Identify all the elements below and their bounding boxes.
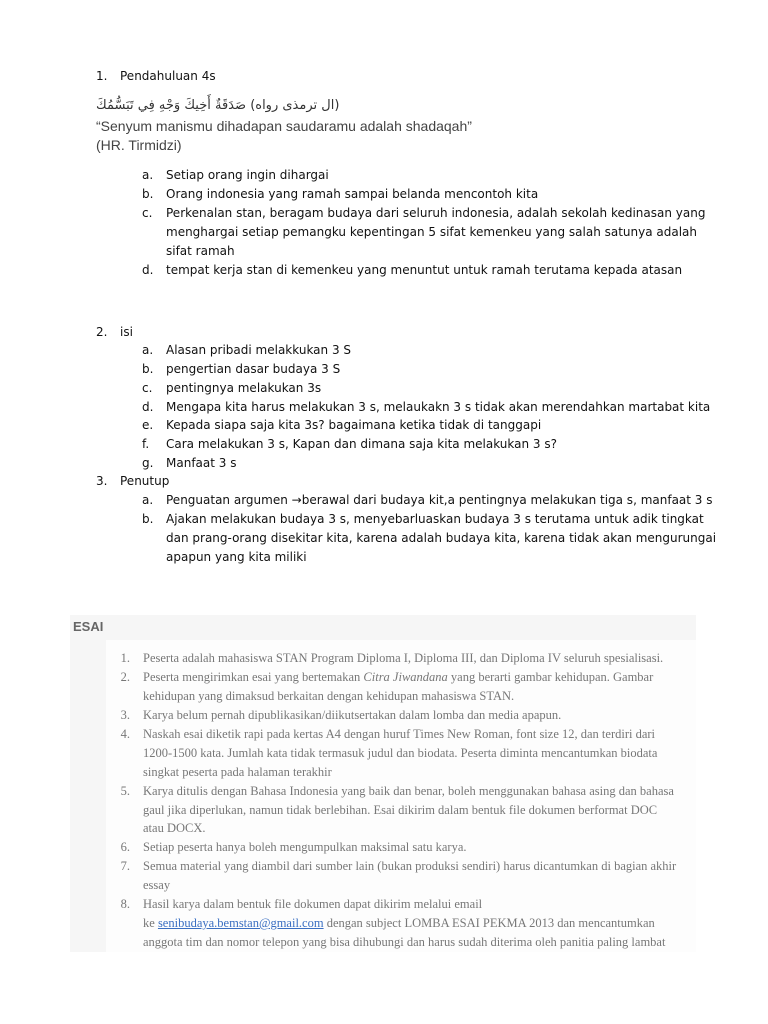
list-item: Perkenalan stan, beragam budaya dari seluruh indonesia, adalah sekolah kedinasan yang xyxy=(166,206,706,220)
rule-text: atau DOCX. xyxy=(143,821,206,835)
rule-text: gaul jika diperlukan, namun tidak berlebihan. Esai dikirim dalam bentuk file dokumen berformat DOC xyxy=(143,803,658,817)
list-item: Ajakan melakukan budaya 3 s, menyebarluaskan budaya 3 s terutama untuk adik tingkat xyxy=(166,512,704,526)
rule-text: Karya belum pernah dipublikasikan/diikutsertakan dalam lomba dan media apapun. xyxy=(143,708,562,722)
rule-text: kehidupan yang dimaksud berkaitan dengan kehidupan mahasiswa STAN. xyxy=(143,689,515,703)
list-item: Alasan pribadi melakkukan 3 S xyxy=(166,343,352,357)
rule-text: Setiap peserta hanya boleh mengumpulkan maksimal satu karya. xyxy=(143,840,467,854)
list-marker: a. xyxy=(142,343,154,357)
list-marker: b. xyxy=(142,187,154,201)
rule-number: 4. xyxy=(120,727,130,741)
rule-text: singkat peserta pada halaman terakhir xyxy=(143,765,332,779)
rule-text: Hasil karya dalam bentuk file dokumen dapat dikirim melalui email xyxy=(143,897,483,911)
list-marker: e. xyxy=(142,418,154,432)
section-title: isi xyxy=(120,325,133,339)
rule-number: 5. xyxy=(120,784,130,798)
list-item-continuation: menghargai setiap pemangku kepentingan 5 sifat kemenkeu yang salah satunya adalah xyxy=(166,225,698,239)
esai-heading: ESAI xyxy=(73,619,104,634)
list-marker: a. xyxy=(142,493,154,507)
list-item: Orang indonesia yang ramah sampai belanda mencontoh kita xyxy=(166,187,539,201)
rule-number: 3. xyxy=(120,708,130,722)
hadith-reference: (HR. Tirmidzi) xyxy=(96,137,182,153)
list-item-continuation: apapun yang kita miliki xyxy=(166,550,307,564)
list-item: Manfaat 3 s xyxy=(166,456,237,470)
arabic-hadith xyxy=(96,98,366,113)
list-marker: g. xyxy=(142,456,154,470)
rule-text: Peserta adalah mahasiswa STAN Program Diploma I, Diploma III, dan Diploma IV seluruh spesialisasi. xyxy=(143,651,664,665)
list-item: pengertian dasar budaya 3 S xyxy=(166,362,341,376)
rule-text: Peserta mengirimkan esai yang bertemakan Citra Jiwandana yang berarti gambar kehidupan. Gambar xyxy=(143,670,654,684)
rule-text: ke senibudaya.bemstan@gmail.com dengan subject LOMBA ESAI PEKMA 2013 dan mencantumkan xyxy=(143,916,655,930)
list-marker: d. xyxy=(142,263,154,277)
list-item: tempat kerja stan di kemenkeu yang menuntut untuk ramah terutama kepada atasan xyxy=(166,263,683,277)
list-item: Mengapa kita harus melakukan 3 s, melaukakn 3 s tidak akan merendahkan martabat kita xyxy=(166,400,711,414)
arabic-text: صَدَقَةٌ أَخِيكَ وَجْهِ فِي تَبَسُّمُكَ xyxy=(96,98,247,113)
rule-text: 1200-1500 kata. Jumlah kata tidak termasuk judul dan biodata. Peserta diminta mencantumkan biodata xyxy=(143,746,658,760)
list-item: Kepada siapa saja kita 3s? bagaimana ketika tidak di tanggapi xyxy=(166,418,542,432)
rule-number: 8. xyxy=(120,897,130,911)
list-marker: a. xyxy=(142,168,154,182)
section-number: 3. xyxy=(96,474,108,488)
rule-number: 7. xyxy=(120,859,130,873)
list-item-continuation: dan prang-orang disekitar kita, karena adalah budaya kita, karena tidak akan mengurungai xyxy=(166,531,717,545)
list-marker: c. xyxy=(142,206,153,220)
list-item: pentingnya melakukan 3s xyxy=(166,381,322,395)
list-marker: c. xyxy=(142,381,153,395)
rule-number: 2. xyxy=(120,670,130,684)
arabic-source: (ال ترمذى رواه) xyxy=(250,98,340,113)
list-item: Penguatan argumen →berawal dari budaya kit,a pentingnya melakukan tiga s, manfaat 3 s xyxy=(166,493,713,507)
section-number: 1. xyxy=(96,69,108,83)
list-marker: d. xyxy=(142,400,154,414)
list-item: Setiap orang ingin dihargai xyxy=(166,168,329,182)
rule-text: Semua material yang diambil dari sumber lain (bukan produksi sendiri) harus dicantumkan di bagian akhir xyxy=(143,859,677,873)
section-title: Pendahuluan 4s xyxy=(120,69,216,83)
hadith-quote: “Senyum manismu dihadapan saudaramu adalah shadaqah” xyxy=(96,118,472,134)
list-marker: b. xyxy=(142,512,154,526)
list-item: Cara melakukan 3 s, Kapan dan dimana saja kita melakukan 3 s? xyxy=(166,437,557,451)
list-marker: f. xyxy=(142,437,150,451)
theme-title: Citra Jiwandana xyxy=(363,670,448,684)
list-item-continuation: sifat ramah xyxy=(166,244,235,258)
rule-number: 6. xyxy=(120,840,130,854)
list-marker: b. xyxy=(142,362,154,376)
section-title: Penutup xyxy=(120,474,170,488)
rule-text: anggota tim dan nomor telepon yang bisa dihubungi dan harus sudah diterima oleh panitia paling lambat xyxy=(143,935,666,949)
rule-text: essay xyxy=(143,878,171,892)
rule-text: Karya ditulis dengan Bahasa Indonesia yang baik dan benar, boleh menggunakan bahasa asing dan bahasa xyxy=(143,784,674,798)
rule-number: 1. xyxy=(120,651,130,665)
section-number: 2. xyxy=(96,325,108,339)
email-link[interactable]: senibudaya.bemstan@gmail.com xyxy=(157,916,324,930)
rule-text: Naskah esai diketik rapi pada kertas A4 dengan huruf Times New Roman, font size 12, dan terdiri dari xyxy=(143,727,656,741)
